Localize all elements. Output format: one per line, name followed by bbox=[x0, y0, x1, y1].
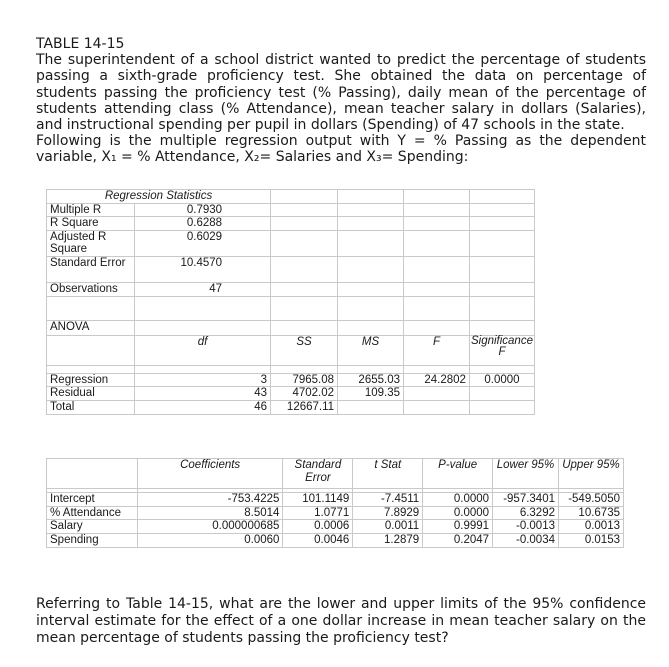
anova-ss: 12667.11 bbox=[271, 400, 338, 414]
coefficients-table bbox=[46, 458, 624, 548]
problem-paragraph: The superintendent of a school district wanted to predict the percentage of students passing a sixth-grade proficiency test. She obtained the data on percentage of students passing the proficiency test (% Passing), daily mean of the percentage of students attending class (% Attendance), mean teacher salary in dollars (Salaries), and instructional spending per pupil in dollars (Spending) of 47 schools in the state. bbox=[36, 52, 646, 134]
coef-p-value: 0.0000 bbox=[423, 506, 493, 520]
anova-row-label: Regression bbox=[47, 373, 135, 387]
coef-row-label: Spending bbox=[47, 533, 138, 547]
coef-upper-95: 10.6735 bbox=[559, 506, 624, 520]
coef-lower-95: 6.3292 bbox=[493, 506, 559, 520]
anova-header-df: df bbox=[134, 335, 270, 365]
coef-row-label: Intercept bbox=[47, 493, 138, 507]
stat-value: 10.4570 bbox=[134, 256, 270, 282]
coef-t-stat: 0.0011 bbox=[353, 520, 423, 534]
anova-ms: 2655.03 bbox=[338, 373, 404, 387]
regression-output-table bbox=[46, 189, 535, 415]
question-text: Referring to Table 14-15, what are the lower and upper limits of the 95% confidence interval estimate for the effect of a one dollar increase in mean teacher salary on the mean percentage of students passing the proficiency test? bbox=[36, 596, 646, 646]
coef-p-value: 0.2047 bbox=[423, 533, 493, 547]
coef-t-stat: -7.4511 bbox=[353, 493, 423, 507]
problem-line-2: variable, X₁ = % Attendance, X₂= Salaries and X₃= Spending: bbox=[36, 149, 469, 166]
anova-f: 24.2802 bbox=[404, 373, 470, 387]
stat-value: 0.6288 bbox=[134, 217, 270, 231]
coef-row-label: % Attendance bbox=[47, 506, 138, 520]
anova-row-label: Residual bbox=[47, 387, 135, 401]
coef-value: 0.000000685 bbox=[137, 520, 283, 534]
coef-header-coefficients: Coefficients bbox=[137, 459, 283, 489]
anova-header-f: F bbox=[404, 335, 470, 365]
coef-standard-error: 101.1149 bbox=[283, 493, 353, 507]
stat-value: 47 bbox=[134, 282, 270, 296]
anova-title: ANOVA bbox=[47, 320, 135, 335]
anova-ms: 109.35 bbox=[338, 387, 404, 401]
anova-df: 46 bbox=[134, 400, 270, 414]
coef-header-upper-95: Upper 95% bbox=[559, 459, 624, 489]
anova-ss: 7965.08 bbox=[271, 373, 338, 387]
coef-upper-95: -549.5050 bbox=[559, 493, 624, 507]
coef-lower-95: -957.3401 bbox=[493, 493, 559, 507]
coef-header-p-value: P-value bbox=[423, 459, 493, 489]
coef-header-standard-error: Standard Error bbox=[283, 459, 353, 489]
stat-value: 0.7930 bbox=[134, 203, 270, 217]
coef-upper-95: 0.0153 bbox=[559, 533, 624, 547]
coef-value: -753.4225 bbox=[137, 493, 283, 507]
anova-ss: 4702.02 bbox=[271, 387, 338, 401]
anova-header-ms: MS bbox=[338, 335, 404, 365]
stat-value: 0.6029 bbox=[134, 230, 270, 256]
table-title: TABLE 14-15 bbox=[36, 36, 125, 52]
coef-value: 0.0060 bbox=[137, 533, 283, 547]
stat-label: Adjusted R Square bbox=[47, 230, 135, 256]
anova-row-label: Total bbox=[47, 400, 135, 414]
coef-standard-error: 0.0006 bbox=[283, 520, 353, 534]
coef-standard-error: 0.0046 bbox=[283, 533, 353, 547]
anova-df: 43 bbox=[134, 387, 270, 401]
problem-intro bbox=[36, 36, 646, 166]
stat-label: R Square bbox=[47, 217, 135, 231]
coef-lower-95: -0.0013 bbox=[493, 520, 559, 534]
regression-statistics-header: Regression Statistics bbox=[47, 190, 271, 204]
anova-header-significance: Significance F bbox=[469, 335, 534, 365]
coef-standard-error: 1.0771 bbox=[283, 506, 353, 520]
coef-p-value: 0.0000 bbox=[423, 493, 493, 507]
coef-value: 8.5014 bbox=[137, 506, 283, 520]
coef-header-t-stat: t Stat bbox=[353, 459, 423, 489]
anova-df: 3 bbox=[134, 373, 270, 387]
stat-label: Multiple R bbox=[47, 203, 135, 217]
coef-t-stat: 1.2879 bbox=[353, 533, 423, 547]
coef-p-value: 0.9991 bbox=[423, 520, 493, 534]
coef-row-label: Salary bbox=[47, 520, 138, 534]
stat-label: Observations bbox=[47, 282, 135, 296]
coef-upper-95: 0.0013 bbox=[559, 520, 624, 534]
anova-header-ss: SS bbox=[271, 335, 338, 365]
problem-line-1: Following is the multiple regression output with Y = % Passing as the dependent bbox=[36, 133, 646, 150]
coef-lower-95: -0.0034 bbox=[493, 533, 559, 547]
coef-t-stat: 7.8929 bbox=[353, 506, 423, 520]
coef-header-lower-95: Lower 95% bbox=[493, 459, 559, 489]
anova-significance: 0.0000 bbox=[469, 373, 534, 387]
stat-label: Standard Error bbox=[47, 256, 135, 282]
